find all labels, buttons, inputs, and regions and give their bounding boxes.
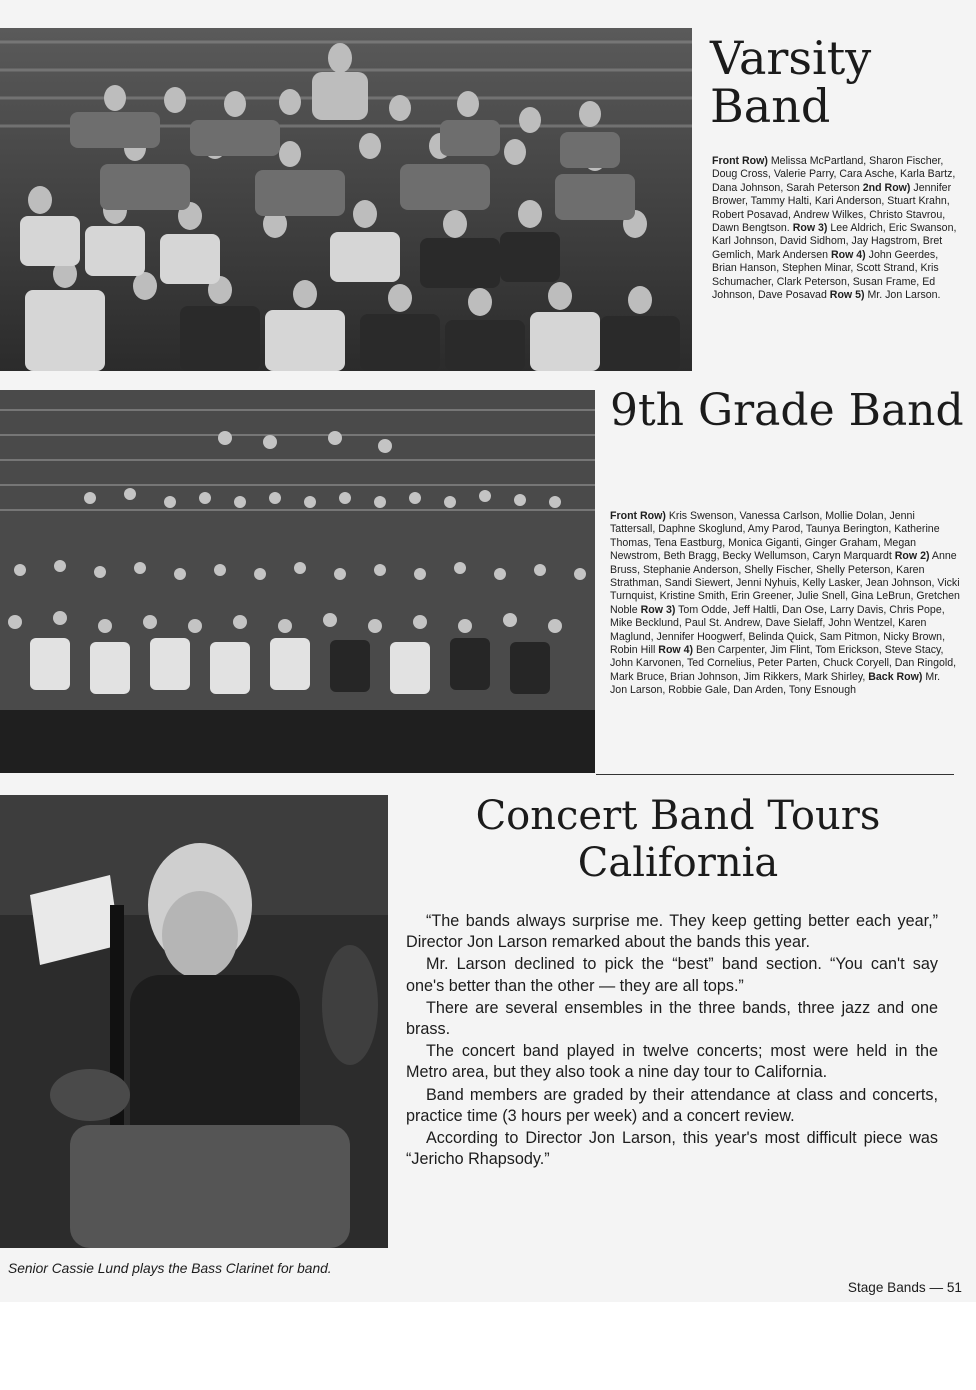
article-paragraph: “The bands always surprise me. They keep getting better each year,” Director Jon Larson remarked about the bands this year. [406,912,938,952]
article-paragraph: Mr. Larson declined to pick the “best” band section. “You can't say one's better than the other — they are all tops.” [406,955,938,995]
bass-clarinet-photo [0,795,388,1248]
roster-names: John Geerdes, Brian Hanson, Stephen Minar, Scott Strand, Kris Schumacher, Clark Peterson, Susan Frame, Ed Johnson, Dave Posavad [712,248,939,302]
roster-names: Kris Swenson, Vanessa Carlson, Mollie Dolan, Jenni Tattersall, Daphne Skoglund, Amy Parod, Taunya Berington, Katherine Thomas, Tena Eastburg, Monica Giganti, Ginger Graham, Megan Newstrom, Beth Bragg, Becky Wellumson, Caryn Marquardt [610,510,940,563]
roster-names: Anne Bruss, Stephanie Anderson, Shelly Fischer, Shelly Peterson, Karen Strathman, Sandi Siewert, Jenni Nyhuis, Kelly Lasker, Jean Johnson, Vicki Turnquist, Kristine Smith, Erin Greener, Julie Snell, Gina LeBrun, Gretchen Noble [610,550,960,616]
roster-names: Ben Carpenter, Jim Flint, Tom Erickson, Steve Stacy, John Karvonen, Ted Cornelius, Peter Parten, Chuck Coryell, Dan Ringold, Mark Bruce, Brian Johnson, Jim Rikkers, Mark Shirley, [610,644,957,683]
roster-label: Front Row) [712,155,768,167]
varsity-roster [712,155,962,302]
roster-names: Melissa McPartland, Sharon Fischer, Doug Cross, Valerie Parry, Cara Asche, Karla Bartz, Dana Johnson, Sarah Peterson [712,155,956,194]
roster-label: Row 4) [658,644,694,657]
roster-label: Row 4) [830,248,866,261]
roster-label: 2nd Row) [862,181,911,194]
roster-label: Back Row) [868,670,923,683]
roster-label: Row 5) [829,289,865,302]
roster-names: Mr. Jon Larson. [867,289,941,302]
bottom-margin [0,1302,976,1390]
section-divider [596,774,954,775]
roster-label: Row 3) [792,222,828,235]
roster-label: Row 3) [640,603,676,616]
ninth-grade-band-title: 9th Grade Band [610,385,964,436]
article-paragraph: Band members are graded by their attendance at class and concerts, practice time (3 hours per week) and a concert review. [406,1085,938,1125]
roster-names: Jennifer Brower, Tammy Halti, Kari Anderson, Stuart Krahn, Robert Posavad, Andrew Wilkes, Christo Stavrou, Dawn Bengtson. [712,181,952,235]
article-paragraph: According to Director Jon Larson, this year's most difficult piece was “Jericho Rhapsody.” [406,1129,938,1169]
ninth-grade-roster [610,510,960,698]
varsity-band-photo [0,28,692,371]
roster-label: Row 2) [894,550,930,563]
roster-names: Mr. Jon Larson, Robbie Gale, Dan Arden, Tony Esnough [610,670,941,697]
article-paragraph: The concert band played in twelve concerts; most were held in the Metro area, but they also took a nine day tour to California. [406,1042,938,1082]
roster-names: Lee Aldrich, Eric Swanson, Karl Johnson, David Sidhom, Jay Hagstrom, Bret Gemlich, Mark Andersen [712,222,957,261]
concert-band-article [406,911,938,1171]
roster-names: Tom Odde, Jeff Haltli, Dan Ose, Larry Davis, Chris Pope, Mike Becklund, Paul St. Andrew, Dave Sielaff, John Wentzel, Karen Maglund, Jennifer Hoogwerf, Belinda Quick, Sam Pitmon, Nicky Brown, Robin Hill [610,603,946,657]
article-paragraph: There are several ensembles in the three bands, three jazz and one brass. [406,998,938,1039]
roster-label: Front Row) [610,510,666,522]
ninth-grade-band-photo [0,390,595,773]
photo-caption: Senior Cassie Lund plays the Bass Clarinet for band. [8,1261,332,1276]
varsity-band-title: Varsity Band [710,31,872,134]
concert-band-title: Concert Band Tours California [475,793,881,887]
page-folio: Stage Bands — 51 [847,1280,962,1295]
